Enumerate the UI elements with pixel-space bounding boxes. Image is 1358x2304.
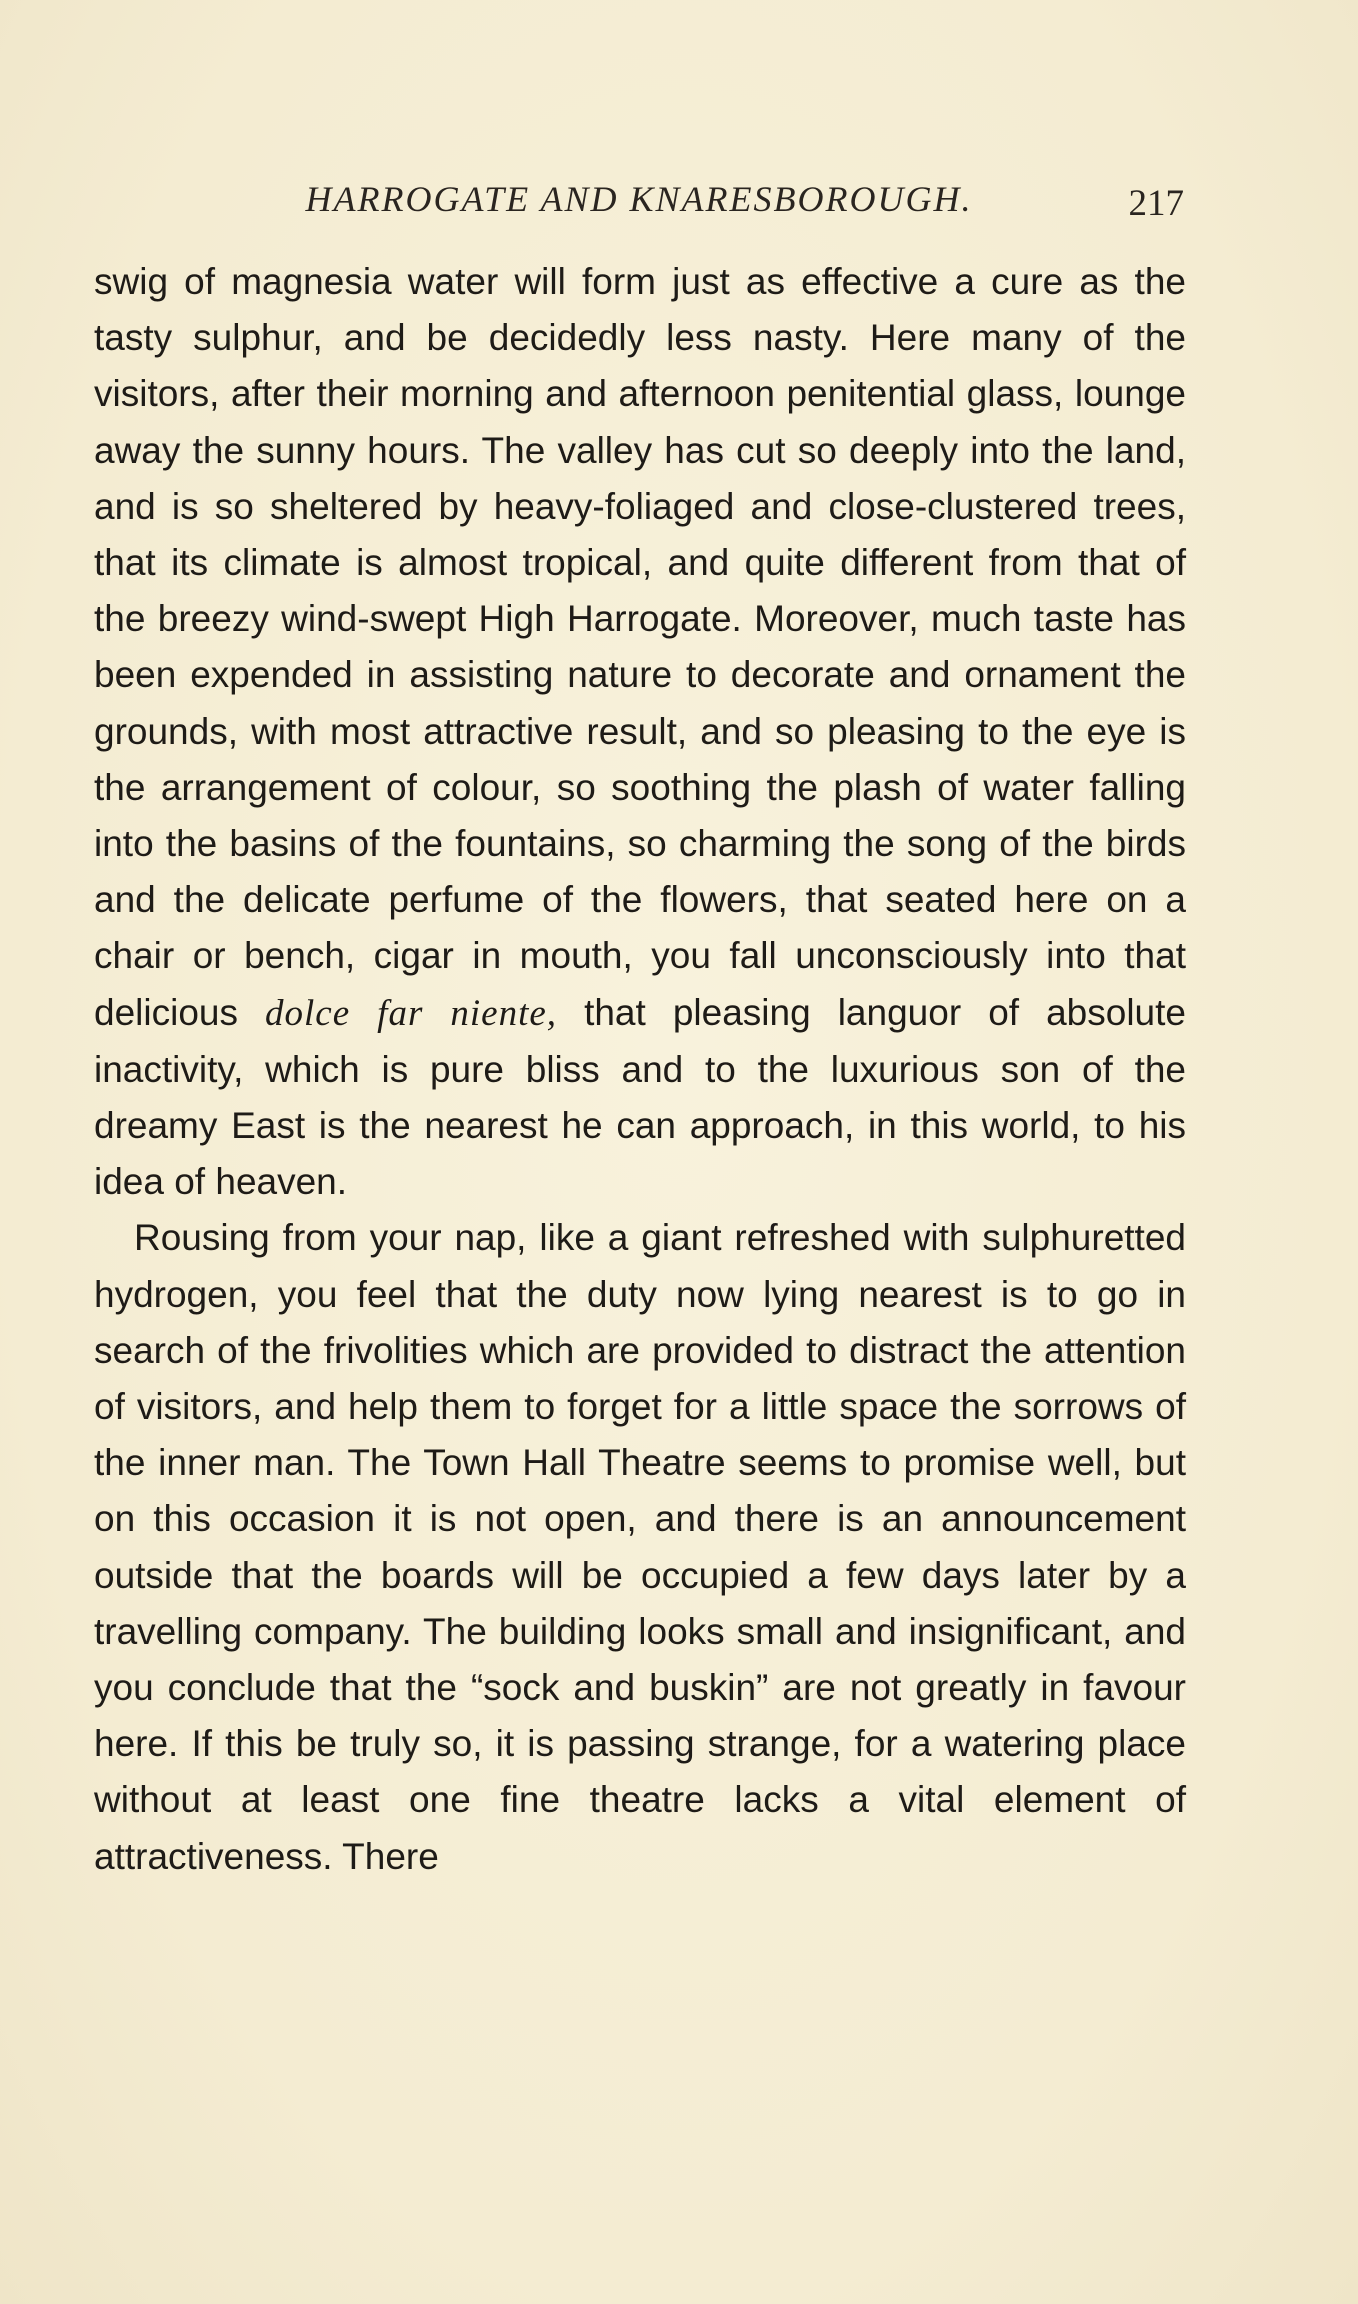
italic-phrase: dolce far niente, — [265, 992, 558, 1034]
page-number: 217 — [1128, 183, 1184, 224]
running-title: HARROGATE AND KNARESBOROUGH. — [305, 179, 973, 219]
paragraph-1-text-end: that pleasing languor of absolute inactivity, which is pure bliss and to the luxurious son of the dreamy East is the nearest he can approach, in this world, to his idea of heaven. — [94, 991, 1186, 1203]
paragraph-1 — [94, 254, 1186, 1210]
paragraph-2: Rousing from your nap, like a giant refreshed with sulphuretted hydrogen, you feel that the duty now lying nearest is to go in search of the frivolities which are provided to distract the attention of visitors, and help them to forget for a little space the sorrows of the inner man. The Town Hall Theatre seems to promise well, but on this occasion it is not open, and there is an announcement outside that the boards will be occupied a few days later by a travelling company. The building looks small and insignificant, and you conclude that the “sock and buskin” are not greatly in favour here. If this be truly so, it is passing strange, for a watering place without at least one fine theatre lacks a vital element of attractiveness. There — [94, 1217, 1186, 1877]
body-text — [94, 254, 1186, 1885]
running-head — [94, 178, 1184, 228]
paragraph-1-text-start: swig of magnesia water will form just as effective a cure as the tasty sulphur, and be decidedly less nasty. Here many of the visitors, after their morning and afternoon penitential glass, lounge away the sunny hours. The valley has cut so deeply into the land, and is so sheltered by heavy-foliaged and close-clustered trees, that its climate is almost tropical, and quite different from that of the breezy wind-swept High Harrogate. Moreover, much taste has been expended in assisting nature to decorate and ornament the grounds, with most attractive result, and so pleasing to the eye is the arrangement of colour, so soothing the plash of water falling into the basins of the fountains, so charming the song of the birds and the delicate perfume of the flowers, that seated here on a chair or bench, cigar in mouth, you fall unconsciously into that delicious — [94, 261, 1186, 1033]
